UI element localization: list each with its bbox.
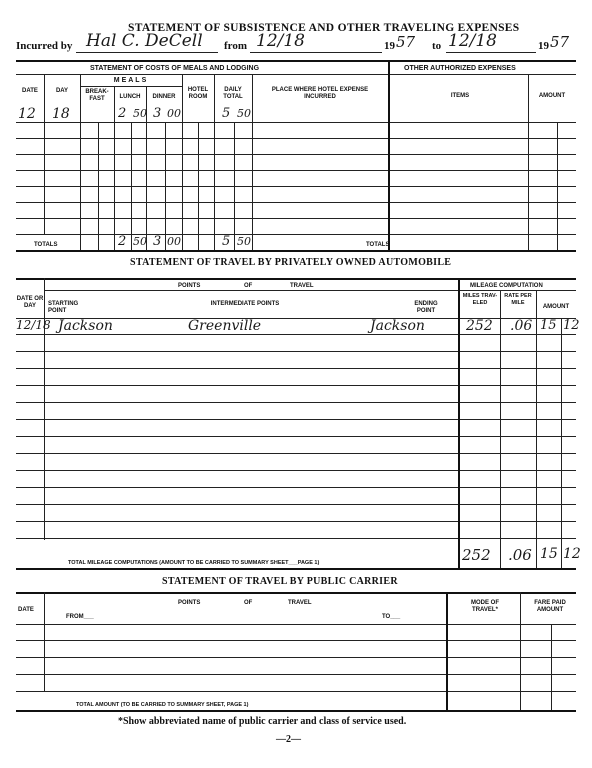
carrier-points-header: POINTS	[178, 600, 201, 606]
auto-row-intermediate: Greenville	[188, 318, 262, 334]
year1-printed: 19	[384, 40, 395, 52]
traveler-name: Hal C. DeCell	[86, 31, 203, 51]
incurred-by-label: Incurred by	[16, 40, 73, 52]
intermediate-points-header: INTERMEDIATE POINTS	[210, 301, 280, 307]
year1-written: 57	[396, 33, 416, 51]
year2-written: 57	[550, 33, 570, 51]
total-daily-dollars: 5	[222, 234, 231, 249]
mileage-computation-header: MILEAGE COMPUTATION	[470, 283, 543, 289]
auto-amount-header: AMOUNT	[542, 304, 570, 310]
from-label: from	[224, 40, 248, 52]
auto-section-title: STATEMENT OF TRAVEL BY PRIVATELY OWNED AUTOMOBILE	[130, 257, 452, 268]
meal-row-daily-dollars: 5	[222, 106, 231, 121]
auto-row-start: Jackson	[58, 318, 113, 334]
meal-row-date: 12	[18, 106, 36, 122]
auto-total-rate: .06	[508, 546, 532, 564]
miles-traveled-header: MILES TRAV-ELED	[462, 293, 498, 306]
other-totals-label: TOTALS	[366, 242, 390, 248]
auto-total-amount-cents: 12	[563, 546, 581, 562]
col-day-header: DAY	[55, 88, 69, 94]
col-breakfast-header: BREAK-FAST	[85, 89, 109, 102]
carrier-section-title: STATEMENT OF TRAVEL BY PUBLIC CARRIER	[162, 576, 398, 587]
meal-row-day: 18	[52, 106, 70, 122]
auto-total-label: TOTAL MILEAGE COMPUTATIONS (AMOUNT TO BE CARRIED TO SUMMARY SHEET___PAGE 1)	[68, 560, 320, 566]
col-items-header: ITEMS	[450, 93, 470, 99]
total-dinner-cents: 00	[167, 235, 181, 248]
carrier-total-label: TOTAL AMOUNT (TO BE CARRIED TO SUMMARY SHEET, PAGE 1)	[76, 702, 249, 708]
total-lunch-cents: 50	[133, 235, 147, 248]
mode-of-travel-header: MODE OF TRAVEL*	[471, 600, 499, 613]
auto-row-end: Jackson	[370, 318, 425, 334]
col-amount-header: AMOUNT	[538, 93, 566, 99]
carrier-travel-header: TRAVEL	[288, 600, 312, 606]
to-label: to	[432, 40, 442, 52]
meal-row-daily-cents: 50	[237, 107, 251, 120]
auto-travel-header: TRAVEL	[290, 283, 314, 289]
to-date: 12/18	[448, 31, 497, 51]
auto-total-miles: 252	[462, 546, 491, 564]
total-daily-cents: 50	[237, 235, 251, 248]
auto-row-date: 12/18	[16, 318, 51, 332]
meals-totals-label: TOTALS	[34, 242, 58, 248]
auto-row-amount-cents: 12	[563, 318, 580, 333]
page-number: —2—	[276, 734, 301, 745]
auto-of-header: OF	[244, 283, 253, 289]
col-lunch-header: LUNCH	[119, 94, 141, 100]
from-date: 12/18	[256, 31, 305, 51]
ending-point-header: ENDING POINT	[414, 301, 438, 314]
meals-section-title: STATEMENT OF COSTS OF MEALS AND LODGING	[90, 65, 260, 72]
col-dinner-header: DINNER	[152, 94, 176, 100]
fare-paid-header: FARE PAID AMOUNT	[534, 600, 566, 613]
col-hotel-header: HOTEL ROOM	[187, 87, 209, 100]
col-meals-header: MEALS	[113, 77, 149, 84]
meal-row-lunch-cents: 50	[133, 107, 147, 120]
col-place-header: PLACE WHERE HOTEL EXPENSE INCURRED	[271, 87, 369, 100]
rate-per-mile-header: RATE PER MILE	[504, 293, 532, 306]
carrier-from-label: FROM___	[66, 614, 94, 620]
col-daily-header: DAILY TOTAL	[223, 87, 243, 100]
col-date-header: DATE	[22, 88, 38, 94]
total-dinner-dollars: 3	[153, 234, 162, 249]
other-expenses-title: OTHER AUTHORIZED EXPENSES	[404, 65, 516, 72]
starting-point-header: STARTING POINT	[48, 301, 79, 314]
carrier-to-label: TO___	[382, 614, 401, 620]
carrier-of-header: OF	[244, 600, 253, 606]
meal-row-dinner-cents: 00	[167, 107, 181, 120]
meal-row-dinner-dollars: 3	[153, 106, 162, 121]
auto-row-rate: .06	[510, 318, 533, 334]
auto-row-miles: 252	[466, 318, 493, 334]
meal-row-lunch-dollars: 2	[118, 106, 127, 121]
auto-date-header: DATE OR DAY	[16, 296, 44, 309]
form-title: STATEMENT OF SUBSISTENCE AND OTHER TRAVELING EXPENSES	[128, 22, 520, 34]
carrier-date-header: DATE	[18, 607, 34, 613]
auto-row-amount-dollars: 15	[540, 318, 557, 333]
year2-printed: 19	[538, 40, 549, 52]
auto-total-amount-dollars: 15	[540, 546, 558, 562]
footnote: *Show abbreviated name of public carrier and class of service used.	[118, 716, 407, 727]
auto-points-header: POINTS	[178, 283, 201, 289]
total-lunch-dollars: 2	[118, 234, 127, 249]
